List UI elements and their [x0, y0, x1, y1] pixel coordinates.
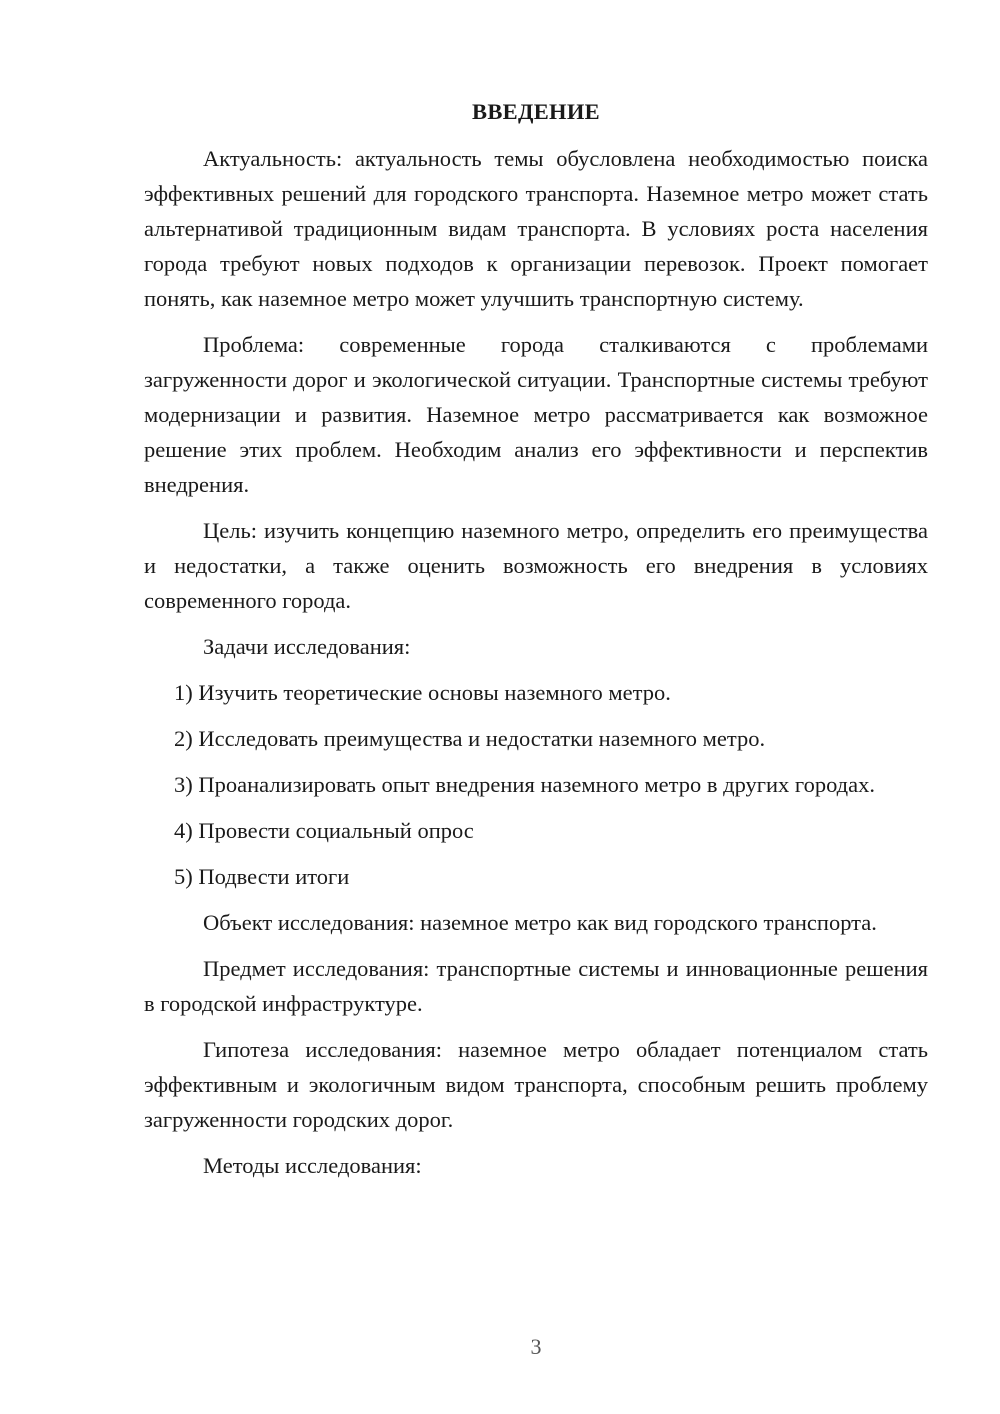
page-number: 3 — [530, 1334, 542, 1359]
paragraph-object: Объект исследования: наземное метро как вид городского транспорта. — [203, 910, 877, 935]
paragraph-tasks-heading: Задачи исследования: — [203, 634, 411, 659]
paragraph-relevance: Актуальность: актуальность темы обусловлена необходимостью поиска эффективных решений для городского транспорта. Наземное метро может стать альтернативой традиционным видам транспорта. В условиях роста населения города требуют новых подходов к организации перевозок. Проект помогает понять, как наземное метро может улучшить транспортную систему. — [144, 146, 928, 311]
paragraph-hypothesis: Гипотеза исследования: наземное метро обладает потенциалом стать эффективным и экологичным видом транспорта, способным решить проблему загруженности городских дорог. — [144, 1037, 928, 1132]
list-item-task-1: 1) Изучить теоретические основы наземного метро. — [174, 680, 671, 705]
list-item-task-4: 4) Провести социальный опрос — [174, 818, 474, 843]
list-item-task-5: 5) Подвести итоги — [174, 864, 350, 889]
paragraph-problem: Проблема: современные города сталкиваются с проблемами загруженности дорог и экологической ситуации. Транспортные системы требуют модернизации и развития. Наземное метро рассматривается как возможное решение этих проблем. Необходим анализ его эффективности и перспектив внедрения. — [144, 332, 928, 497]
list-item-task-2: 2) Исследовать преимущества и недостатки наземного метро. — [174, 726, 766, 751]
paragraph-goal: Цель: изучить концепцию наземного метро, определить его преимущества и недостатки, а также оценить возможность его внедрения в условиях современного города. — [144, 518, 928, 613]
page-heading: ВВЕДЕНИЕ — [472, 99, 600, 124]
list-item-task-3: 3) Проанализировать опыт внедрения наземного метро в других городах. — [174, 772, 875, 797]
paragraph-methods: Методы исследования: — [203, 1153, 422, 1178]
paragraph-subject: Предмет исследования: транспортные системы и инновационные решения в городской инфраструктуре. — [144, 956, 928, 1016]
page-content — [144, 94, 928, 1194]
